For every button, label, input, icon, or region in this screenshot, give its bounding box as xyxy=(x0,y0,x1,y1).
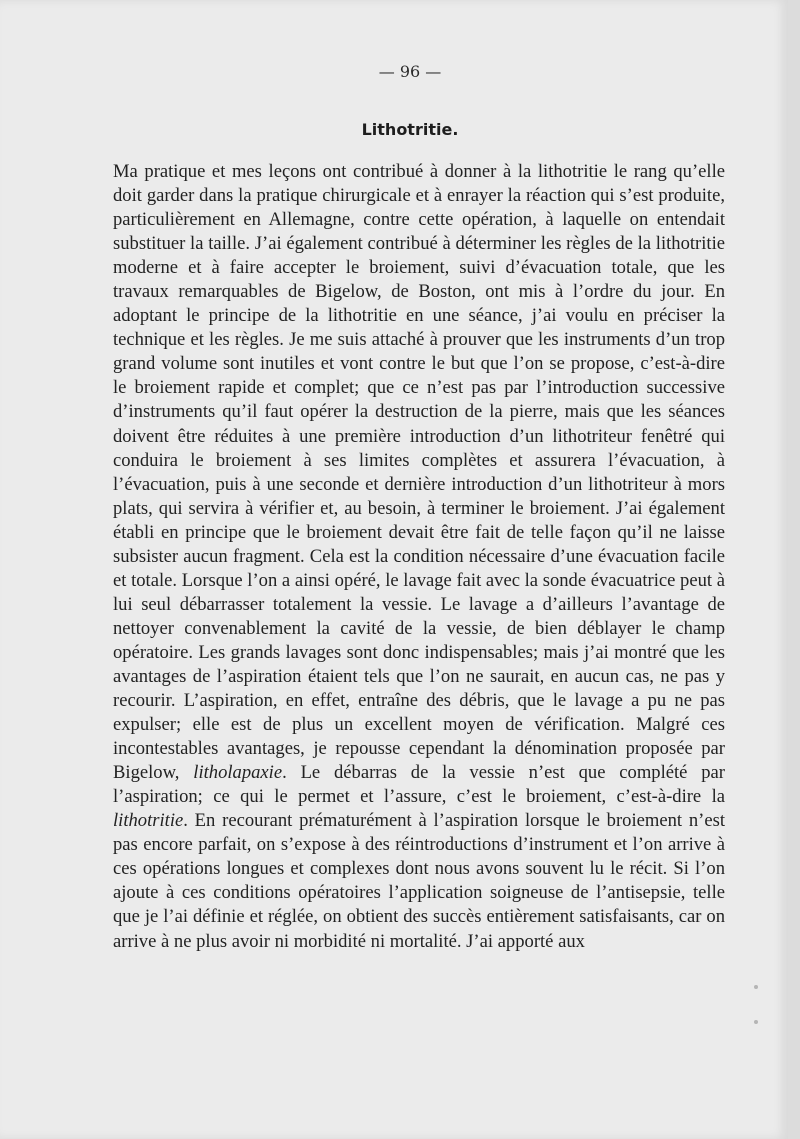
page-number: — 96 — xyxy=(378,62,442,81)
body-paragraph xyxy=(113,160,725,954)
paragraph-text-part-3: . En recourant prématurément à l’aspiration lorsque le broiement n’est pas encore parfait, on s’expose à des réintroductions d’instrument et l’on arrive à ces opérations longues et complexes dont nous avons souvent lu le récit. Si l’on ajoute à ces conditions opératoires l’application soigneuse de l’antisepsie, telle que je l’ai définie et réglée, on obtient des succès entièrement satisfaisants, car on arrive à ne plus avoir ni morbidité ni mortalité. J’ai apporté aux xyxy=(113,810,725,952)
paragraph-italic-term-2: lithotritie xyxy=(113,810,184,832)
scan-speck xyxy=(754,985,758,989)
paragraph-text-part-1: Ma pratique et mes leçons ont contribué à donner à la lithotritie le rang qu’elle doit garder dans la pratique chirurgicale et à enrayer la réaction qui s’est produite, particulièrement en Allemagne, contre cette opération, à laquelle on entendait substituer la taille. J’ai également contribué à déterminer les règles de la lithotritie moderne et à faire accepter le broiement, suivi d’évacuation totale, que les travaux remarquables de Bigelow, de Boston, ont mis à l’ordre du jour. En adoptant le principe de la lithotritie en une séance, j’ai voulu en préciser la technique et les règles. Je me suis attaché à prouver que les instruments d’un trop grand volume sont inutiles et vont contre le but que l’on se propose, c’est-à-dire le broiement rapide et complet; que ce n’est pas par l’introduction successive d’instruments qu’il faut opérer la destruction de la pierre, mais que les séances doivent être réduites à une première introduction d’un lithotriteur fenêtré qui conduira le broiement à ses limites complètes et assurera l’évacuation, à l’évacuation, puis à une seconde et dernière introduction d’un lithotriteur à mors plats, qui servira à vérifier et, au besoin, à terminer le broiement. J’ai également établi en principe que le broiement devait être fait de telle façon qu’il ne laisse subsister aucun fragment. Cela est la condition nécessaire d’une évacuation facile et totale. Lorsque l’on a ainsi opéré, le lavage fait avec la sonde évacuatrice peut à lui seul débarrasser totalement la vessie. Le lavage a d’ailleurs l’avantage de nettoyer convenablement la cavité de la vessie, de bien déblayer le champ opératoire. Les grands lavages sont donc indispensables; mais j’ai montré que les avantages de l’aspiration étaient tels que l’on ne saurait, en aucun cas, ne pas y recourir. L’aspiration, en effet, entraîne des débris, que le lavage a pu ne pas expulser; elle est de plus un excellent moyen de vérification. Malgré ces incontestables avantages, je repousse cependant la dénomination proposée par Bigelow, xyxy=(113,161,725,784)
paragraph-italic-term-1: litholapaxie xyxy=(193,762,283,784)
scan-speck xyxy=(754,1020,758,1024)
section-title: Lithotritie. xyxy=(361,120,459,139)
paragraph-text-part-2: . Le débarras de la vessie n’est que complété par l’aspiration; ce qui le permet et l’assure, c’est le broiement, c’est-à-dire la xyxy=(113,762,725,808)
